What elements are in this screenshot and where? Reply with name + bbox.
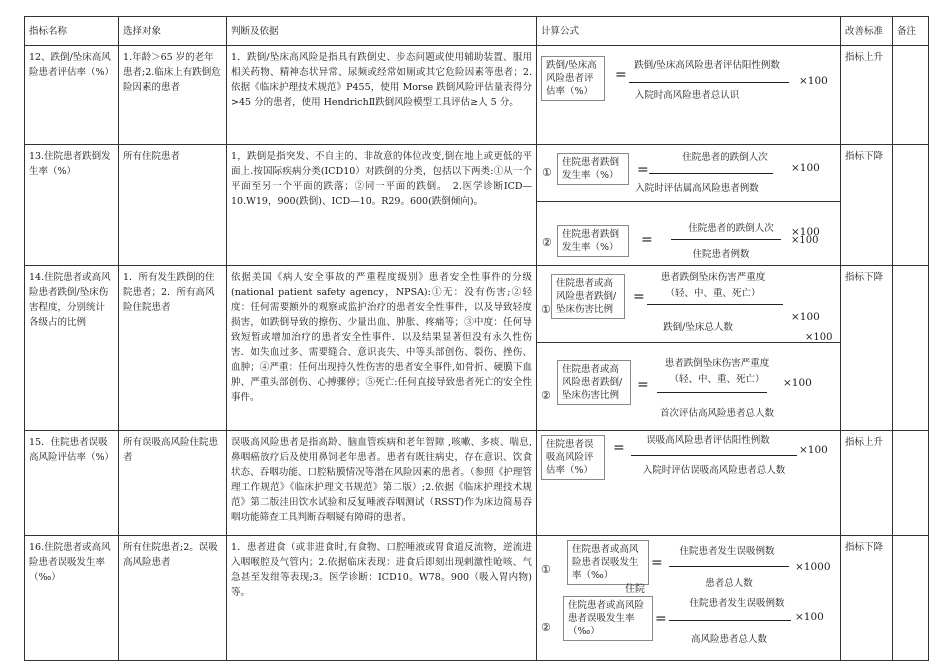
fraction-bar — [647, 304, 783, 305]
equals-sign: = — [641, 232, 653, 248]
formula-multiplier: ×100 — [791, 162, 820, 174]
header-formula: 计算公式 — [537, 17, 841, 46]
indicator-document — [24, 16, 928, 661]
table-row — [25, 145, 929, 266]
formula-label: 住院患者或高风险患者跌倒/坠床伤害比例 — [551, 274, 625, 319]
header-indicator-name: 指标名称 — [25, 17, 119, 46]
formula-multiplier: ×100 — [799, 444, 828, 456]
formula-index: ① — [541, 563, 551, 576]
note — [893, 431, 929, 536]
formula-numerator-line2: （轻、中、重、死亡） — [669, 374, 765, 385]
formula-multiplier: ×100 — [791, 226, 820, 238]
formula-multiplier: ×100 — [791, 311, 820, 323]
formula-label: 住院患者或高风险患者误吸发生率（‰） — [567, 540, 649, 585]
formula-overlap-text: ×100 — [805, 332, 833, 343]
formula-multiplier: ×100 — [783, 377, 812, 389]
formula-label: 住院患者或高风险患者误吸发生率（‰） — [563, 596, 653, 641]
judgement-basis: 误吸高风险患者是指高龄、脑血管疾病和老年智障 ,咳嗽、多痰、喘息,鼻咽癌放疗后及使用鼻饲老年患者。患者有既往病史，存在意识、饮食状态、吞咽功能、口腔粘膜情况等潜在风险因素的患者。（参照《护理管理工作规范》《临床护理文书规范》第二版）;2.依据《临床护理技术规范》第二版洼田饮水试验和反复唾液吞咽测试（RSST)作为床边简易吞咽功能筛查工具判断吞咽疑有障碍的患者。 — [227, 431, 537, 536]
fraction-bar — [649, 173, 773, 174]
fraction-bar — [657, 392, 767, 393]
formula-label: 住院患者跌倒发生率（%） — [557, 225, 629, 257]
formula-numerator: 误吸高风险患者评估阳性例数 — [646, 435, 770, 446]
target-population: 所有住院患者;2。误吸高风险患者 — [119, 536, 227, 661]
improvement-standard: 指标下降 — [841, 145, 893, 266]
equals-sign: = — [615, 67, 627, 83]
formula-index: ② — [541, 621, 551, 634]
formula-numerator-line2: （轻、中、重、死亡） — [665, 288, 761, 299]
formula-cell — [537, 145, 841, 266]
formula-numerator: 住院患者的跌倒人次 — [688, 223, 774, 234]
indicator-name: 12、跌倒/坠床高风险患者评估率（%） — [25, 46, 119, 145]
improvement-standard: 指标上升 — [841, 431, 893, 536]
indicator-name: 13.住院患者跌倒发生率（%） — [25, 145, 119, 266]
indicator-table — [24, 16, 929, 661]
formula-numerator: 患者跌倒坠床伤害严重度 — [664, 358, 770, 369]
note — [893, 145, 929, 266]
header-note: 备注 — [893, 17, 929, 46]
formula-denominator: 入院时高风险患者总认识 — [634, 90, 740, 101]
formula-denominator: 跌倒/坠床总人数 — [663, 322, 733, 333]
formula-index: ② — [542, 236, 552, 249]
formula-index: ② — [541, 389, 551, 402]
formula-multiplier: ×1000 — [795, 561, 831, 573]
fraction-bar — [631, 455, 797, 456]
table-row — [25, 536, 929, 661]
note — [893, 536, 929, 661]
formula-numerator: 患者跌倒坠床伤害严重度 — [660, 272, 766, 283]
formula-numerator: 住院患者的跌倒人次 — [682, 152, 768, 163]
formula-overlap-text: ×100 — [791, 235, 819, 246]
judgement-basis: 1．患者进食（或非进食时,有食物、口腔唾液或胃食道反流物，逆流进入咽喉腔及气管内；2.依据临床表现：进食后即刻出现剌激性呛咳、气急甚至发绀等表现;3。医学诊断：ICD10。W78。900（吸入胃内物)等。 — [227, 536, 537, 661]
indicator-name: 15．住院患者误吸高风险评估率（%） — [25, 431, 119, 536]
formula-denominator: 首次评估高风险患者总人数 — [659, 408, 774, 419]
formula-label: 住院患者或高风险患者跌倒/坠床伤害比例 — [557, 360, 631, 405]
equals-sign: = — [651, 555, 663, 571]
improvement-standard: 指标上升 — [841, 46, 893, 145]
formula-denominator: 入院时评估属高风险患者例数 — [635, 183, 759, 194]
improvement-standard: 指标下降 — [841, 266, 893, 431]
header-standard: 改善标准 — [841, 17, 893, 46]
judgement-basis: 1．跌倒/坠床高风险是指具有跌倒史、步态问题或使用辅助装置、服用相关药物、精神态状异常、尿频或经常如厕或其它危险因素等患者；2.依据《临床护理技术规范》P455，使用 Morse 跌倒风险评估量表得分>45 分的患者，使用 HendrichⅡ跌倒风险模型工具评估≥人 5 分。 — [227, 46, 537, 145]
formula-cell — [537, 266, 841, 431]
equals-sign: = — [655, 611, 667, 627]
fraction-bar — [669, 566, 789, 567]
formula-multiplier: ×100 — [799, 75, 828, 87]
formula-overlap-text: 住院 — [625, 584, 645, 595]
formula-multiplier: ×100 — [795, 611, 824, 623]
target-population: 1．所有发生跌倒的住院患者；2．所有高风险住院患者 — [119, 266, 227, 431]
equals-sign: = — [613, 440, 625, 456]
target-population: 所有住院患者 — [119, 145, 227, 266]
header-target: 选择对象 — [119, 17, 227, 46]
improvement-standard: 指标下降 — [841, 536, 893, 661]
formula-cell — [537, 46, 841, 145]
formula-divider — [537, 342, 840, 343]
formula-numerator: 住院患者发生误吸例数 — [689, 598, 785, 609]
note — [893, 46, 929, 145]
formula-numerator: 跌倒/坠床高风险患者评估阳性例数 — [634, 60, 780, 71]
formula-cell — [537, 431, 841, 536]
target-population: 所有误吸高风险住院患者 — [119, 431, 227, 536]
fraction-bar — [629, 82, 789, 83]
formula-numerator: 住院患者发生误吸例数 — [679, 546, 775, 557]
table-row — [25, 431, 929, 536]
formula-denominator: 患者总人数 — [705, 578, 753, 589]
equals-sign: = — [633, 289, 645, 305]
formula-index: ① — [541, 303, 551, 316]
formula-label: 住院患者误吸高风险评估率（%） — [541, 435, 605, 480]
formula-denominator: 住院患者例数 — [692, 249, 750, 260]
formula-label: 住院患者跌倒发生率（%） — [557, 153, 629, 185]
header-basis: 判断及依据 — [227, 17, 537, 46]
fraction-bar — [671, 239, 781, 240]
formula-cell — [537, 536, 841, 661]
formula-index: ① — [542, 166, 552, 179]
equals-sign: = — [637, 377, 649, 393]
indicator-name: 16.住院患者或高风险患者误吸发生率（‰） — [25, 536, 119, 661]
note — [893, 266, 929, 431]
table-row — [25, 266, 929, 431]
formula-label: 跌倒/坠床高风险患者评估率（%） — [541, 56, 605, 101]
indicator-name: 14.住院患者或高风险患者跌倒/坠床伤害程度，分别统计各级占的比例 — [25, 266, 119, 431]
target-population: 1.年龄＞65 岁的老年患者;2.临床上有跌倒危险因素的患者 — [119, 46, 227, 145]
judgement-basis: 依据美国《病人安全事故的严重程度级别》患者安全性事件的分级(national patient safety agency，NPSA):①无：没有伤害;②轻度：任何需要额外的观察或监护治疗的患者安全性事件，以及导致轻度损害，如跌倒导致的擦伤、少量出血、肿胀、疼痛等；③中度：任何导致短暂或增加治疗的患者安全性事件．以及结果显著但没有永久性伤害．如失血过多、需要缝合、意识丧失、中等头部创伤、裂伤、挫伤、血肿；④严重：任何出现持久性伤害的患者安全事件,如骨折、硬膜下血肿、严重头部创伤、心搏骤停；⑤死亡:任何直接导致患者死亡的安全性事件。 — [227, 266, 537, 431]
table-header-row — [25, 17, 929, 46]
formula-denominator: 高风险患者总人数 — [690, 634, 767, 645]
table-row — [25, 46, 929, 145]
fraction-bar — [669, 620, 791, 621]
formula-denominator: 入院时评估误吸高风险患者总人数 — [642, 465, 786, 476]
equals-sign: = — [637, 162, 649, 178]
formula-divider — [537, 201, 840, 202]
judgement-basis: 1，跌倒是指突发、不自主的、非故意的体位改变,倒在地上或更低的平面上.按国际疾病分类(ICD10）对跌倒的分类，包括以下两类:①从一个平面至另一个平面的跌落；②同一平面的跌倒。 2.医学诊断ICD—10.W19，900(跌倒)、ICD—10。R29。600(跌倒倾向)。 — [227, 145, 537, 266]
